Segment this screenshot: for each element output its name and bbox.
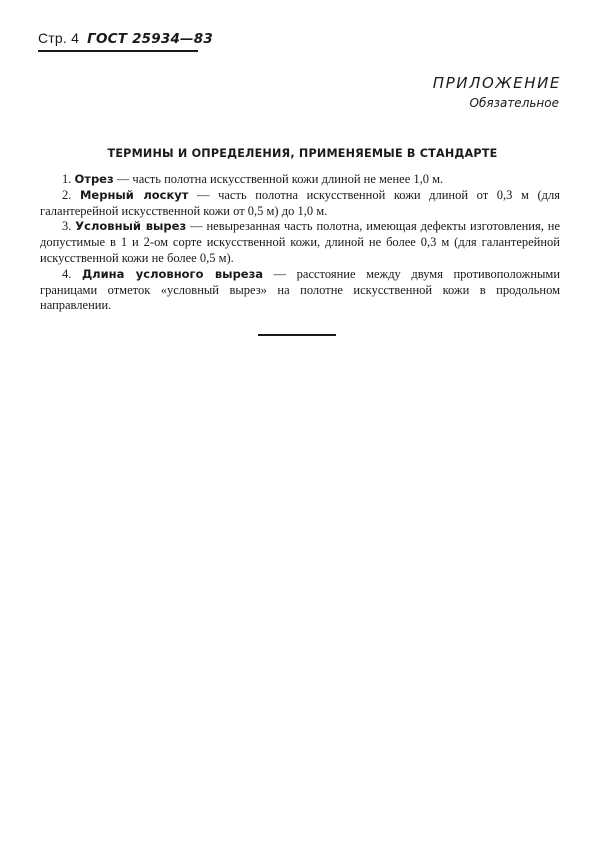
- definition-text: — часть полотна искусственной кожи длиной от 0,3 м (для галантерейной искусственной кожи от 0,5 м) до 1,0 м.: [40, 187, 560, 218]
- item-number: 2.: [62, 187, 72, 202]
- header-underline: [38, 50, 198, 52]
- page-number: Стр. 4: [38, 30, 80, 46]
- definition-text: — невырезанная часть полотна, имеющая дефекты изготовления, не допустимые в 1 и 2-ом сорте искусственной кожи, длиной не более 0,3 м (для галантерейной искусственной кожи не более 0,5 м).: [40, 219, 560, 265]
- term: Мерный лоскут: [79, 187, 189, 202]
- section-title: ТЕРМИНЫ И ОПРЕДЕЛЕНИЯ, ПРИМЕНЯЕМЫЕ В СТАНДАРТЕ: [107, 147, 498, 160]
- definition-item: [40, 172, 560, 188]
- definition-item: [40, 188, 560, 220]
- item-number: 3.: [62, 219, 72, 234]
- appendix-label: [433, 74, 561, 110]
- standard-designation: ГОСТ 25934—83: [87, 31, 213, 47]
- definition-item: [40, 267, 560, 314]
- term: Условный вырез: [75, 219, 187, 234]
- definition-text: — часть полотна искусственной кожи длиной не менее 1,0 м.: [113, 172, 444, 186]
- term: Отрез: [74, 172, 114, 186]
- definition-item: [40, 219, 560, 266]
- term: Длина условного выреза: [81, 266, 264, 281]
- item-number: 1.: [62, 172, 72, 186]
- definition-text: — расстояние между двумя противоположными границами отметок «условный вырез» на полотне искусственной кожи в продольном направлении.: [40, 266, 561, 313]
- appendix-subtitle: Обязательное: [469, 96, 559, 110]
- appendix-title: ПРИЛОЖЕНИЕ: [432, 74, 561, 92]
- page-header: [38, 30, 213, 47]
- end-divider: [258, 334, 336, 336]
- item-number: 4.: [62, 266, 72, 281]
- definitions-list: [40, 172, 560, 314]
